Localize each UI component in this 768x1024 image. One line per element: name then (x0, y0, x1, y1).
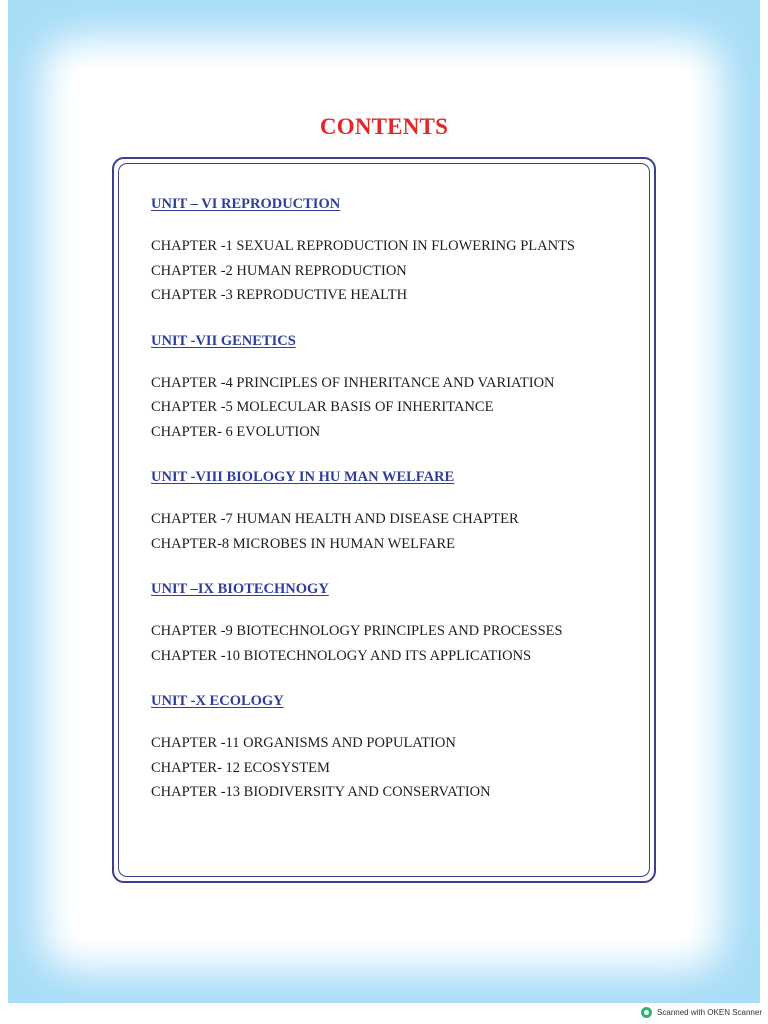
unit-heading: UNIT -VIII BIOLOGY IN HU MAN WELFARE (151, 469, 455, 485)
chapter-item: CHAPTER -3 REPRODUCTIVE HEALTH (151, 287, 408, 303)
chapter-item: CHAPTER-8 MICROBES IN HUMAN WELFARE (151, 535, 455, 552)
chapter-item: CHAPTER -2 HUMAN REPRODUCTION (151, 262, 407, 279)
chapter-item: CHAPTER -11 ORGANISMS AND POPULATION (151, 735, 456, 751)
contents-list (151, 193, 641, 827)
chapter-item: CHAPTER -5 MOLECULAR BASIS OF INHERITANCE (151, 399, 494, 415)
chapter-list (151, 507, 641, 556)
unit-block (151, 330, 641, 445)
chapter-list (151, 234, 641, 308)
unit-block (151, 578, 641, 668)
unit-block (151, 690, 641, 805)
chapter-item: CHAPTER -7 HUMAN HEALTH AND DISEASE CHAPTER (151, 511, 519, 527)
unit-heading: UNIT -X ECOLOGY (151, 693, 284, 709)
scanner-logo-icon (641, 1007, 652, 1018)
scanner-watermark (641, 1007, 762, 1018)
chapter-item: CHAPTER -9 BIOTECHNOLOGY PRINCIPLES AND PROCESSES (151, 623, 563, 639)
unit-block (151, 193, 641, 308)
chapter-list (151, 371, 641, 445)
chapter-item: CHAPTER -4 PRINCIPLES OF INHERITANCE AND VARIATION (151, 374, 555, 391)
chapter-item: CHAPTER -10 BIOTECHNOLOGY AND ITS APPLICATIONS (151, 647, 532, 664)
chapter-item: CHAPTER- 12 ECOSYSTEM (151, 759, 330, 776)
chapter-item: CHAPTER -1 SEXUAL REPRODUCTION IN FLOWERING PLANTS (151, 238, 575, 254)
unit-block (151, 466, 641, 556)
chapter-list (151, 731, 641, 805)
scanner-text: Scanned with OKEN Scanner (657, 1008, 762, 1017)
unit-heading: UNIT – VI REPRODUCTION (151, 196, 341, 212)
chapter-item: CHAPTER- 6 EVOLUTION (151, 423, 321, 440)
chapter-list (151, 619, 641, 668)
chapter-item: CHAPTER -13 BIODIVERSITY AND CONSERVATION (151, 784, 491, 800)
unit-heading: UNIT –IX BIOTECHNOGY (151, 581, 329, 597)
unit-heading: UNIT -VII GENETICS (151, 332, 296, 349)
page-title: CONTENTS (319, 114, 449, 139)
